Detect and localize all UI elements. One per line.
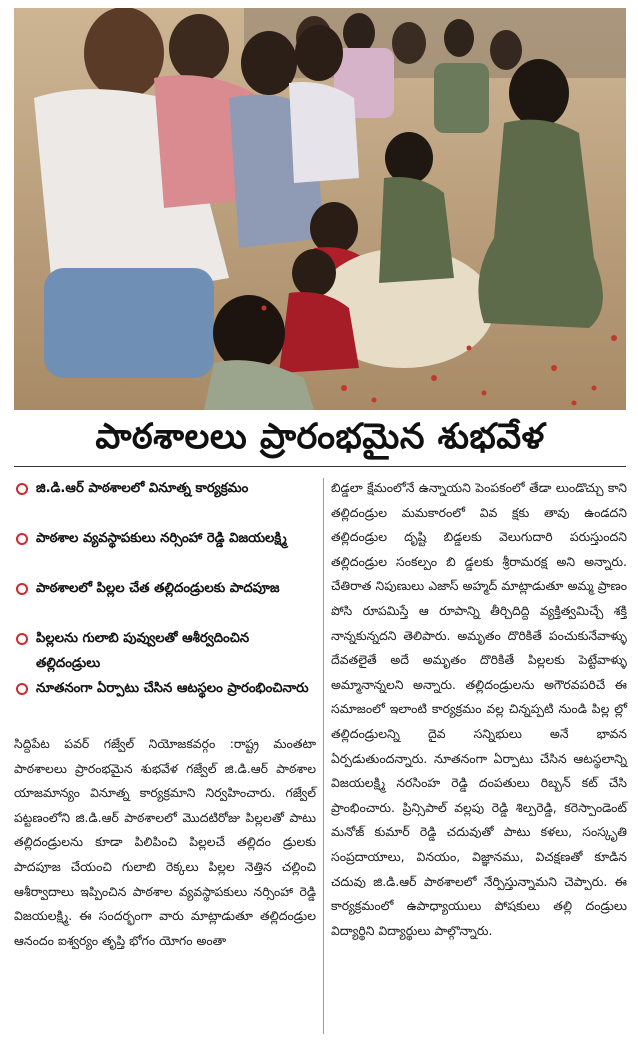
bullet-circle-icon xyxy=(16,483,28,495)
girl-braids xyxy=(213,295,285,371)
highlight-text: పాఠశాలలో పిల్లల చేత తల్లిదండ్రులకు పాదపూజ xyxy=(36,581,280,596)
highlight-item xyxy=(14,526,316,576)
article-body-right: బిడ్డలా క్షేమంలోనే ఉన్నాయని పెంపకంలో తేడా లుండొచ్చు కాని తల్లిదండ్రుల మమకారంలో వివ క్షకు తావు ఉండదని తల్లిదండ్రుల దృష్టి బిడ్డలకు వెలుగుదారి పరుస్తుందని తల్లిదండ్రుల సంకల్పం బి డ్డలకు శ్రీరామరక్ష అని అన్నారు. చేతిరాత నిపుణులు ఎజాస్ అహ్మద్ మాట్లాడుతూ అమ్మ ప్రాణం పోసి రూపమిస్తే ఆ రూపాన్ని తీర్చిదిద్ది వ్యక్తిత్వమిచ్చే శక్తి నాన్నకున్నదని తెలిపారు. అమృతం దొరికితే పంచుకునేవాళ్ళు దేవతలైతే అదే అమృతం దొరికితే పిల్లలకు పెట్టేవాళ్ళు అమ్మానాన్నలని అన్నారు. తల్లిదండ్రులను అగౌరవపరిచే ఈ సమాజంలో ఇలాంటి కార్యక్రమం వల్ల చిన్నప్పటి నుండి పిల్ల ల్లో తల్లిదండ్రులన్ని దైవ సన్నిభులు అనే భావన ఏర్పడుతుందన్నారు. నూతనంగా ఏర్పాటు చేసిన ఆటస్థలాన్ని విజయలక్ష్మి నరసింహ రెడ్డి దంపతులు రిబ్బన్ కట్ చేసి ప్రాంభించారు. ప్రిన్సిపాల్ వల్లపు రెడ్డి శిల్పరెడ్డి, కరెస్పాండెంట్ మనోజ్ కుమార్ రెడ్డి చదువుతో పాటు కళలు, సంస్కృతి సంప్రదాయాలు, వినయం, విజ్ఞానము, విచక్షణతో కూడిన చదువు జి.డి.ఆర్ పాఠశాలలో నేర్పిస్తున్నామని చెప్పారు. ఈ కార్యక్రమంలో ఉపాధ్యాయులు పోషకులు తల్లి దండ్రులు విద్యార్థిని విద్యార్థులు పాల్గొన్నారు. xyxy=(331,480,627,938)
highlight-text: జి.డి.ఆర్ పాఠశాలలో వినూత్న కార్యక్రమం xyxy=(36,481,249,496)
left-column xyxy=(14,476,316,1036)
highlight-item xyxy=(14,626,316,676)
column-divider xyxy=(323,478,324,1034)
bullet-circle-icon xyxy=(16,683,28,695)
highlight-text: పిల్లలను గులాబి పువ్వులతో ఆశీర్వదించిన తల్లిదండ్రులు xyxy=(36,631,250,671)
highlight-item xyxy=(14,576,316,626)
girl-red-dress xyxy=(310,202,358,254)
highlight-item xyxy=(14,476,316,526)
headline-rule xyxy=(14,466,626,467)
bullet-circle-icon xyxy=(16,533,28,545)
bullet-circle-icon xyxy=(16,633,28,645)
news-photo xyxy=(14,8,626,410)
highlight-text: నూతనంగా ఏర్పాటు చేసిన ఆటస్థలం ప్రారంభించినారు xyxy=(36,681,309,696)
person-man-white-shirt xyxy=(84,8,164,99)
article-body-left: సిద్దిపేట పవర్ గజ్వేల్ నియోజకవర్గం :రాష్ట్ర మంతటా పాఠశాలలు ప్రారంభమైన శుభవేళ గజ్వేల్ జి.డి.ఆర్ పాఠశాల యాజమాన్యం వినూత్న కార్యక్రమాని నిర్వహించారు. గజ్వేల్ పట్టణంలోని జి.డి.ఆర్ పాఠశాలలో మొదటిరోజు పిల్లలతో పాటు తల్లిదండ్రులను కూడా పిలిపించి పిల్లలచే తల్లిదం డ్రులకు పాదపూజ చేయంచి గులాబి రెక్కలు పిల్లల నెత్తిన చల్లించి ఆశీర్వాదాలు ఇప్పించిన పాఠశాల వ్యవస్థాపకులు నర్సింహా రెడ్డి విజయలక్ష్మి. ఈ సందర్భంగా వారు మాట్లాడుతూ తల్లిదండ్రుల ఆనందం ఐశ్వర్యం తృప్తి భోగం యోగం అంతా xyxy=(14,736,316,948)
person-man-pink-shirt xyxy=(169,14,229,82)
girl-green-uniform-right xyxy=(509,59,569,127)
girl-green-uniform xyxy=(385,132,433,184)
highlights-list xyxy=(14,476,316,726)
highlight-item xyxy=(14,676,316,726)
right-column xyxy=(331,476,627,1036)
photo-illustration xyxy=(14,8,626,410)
person-woman-saree xyxy=(241,31,297,95)
headline: పాఠశాలలు ప్రారంభమైన శుభవేళ xyxy=(95,416,545,457)
bullet-circle-icon xyxy=(16,583,28,595)
highlight-text: పాఠశాల వ్యవస్థాపకులు నర్సింహా రెడ్డి విజయలక్ష్మి xyxy=(36,531,287,546)
